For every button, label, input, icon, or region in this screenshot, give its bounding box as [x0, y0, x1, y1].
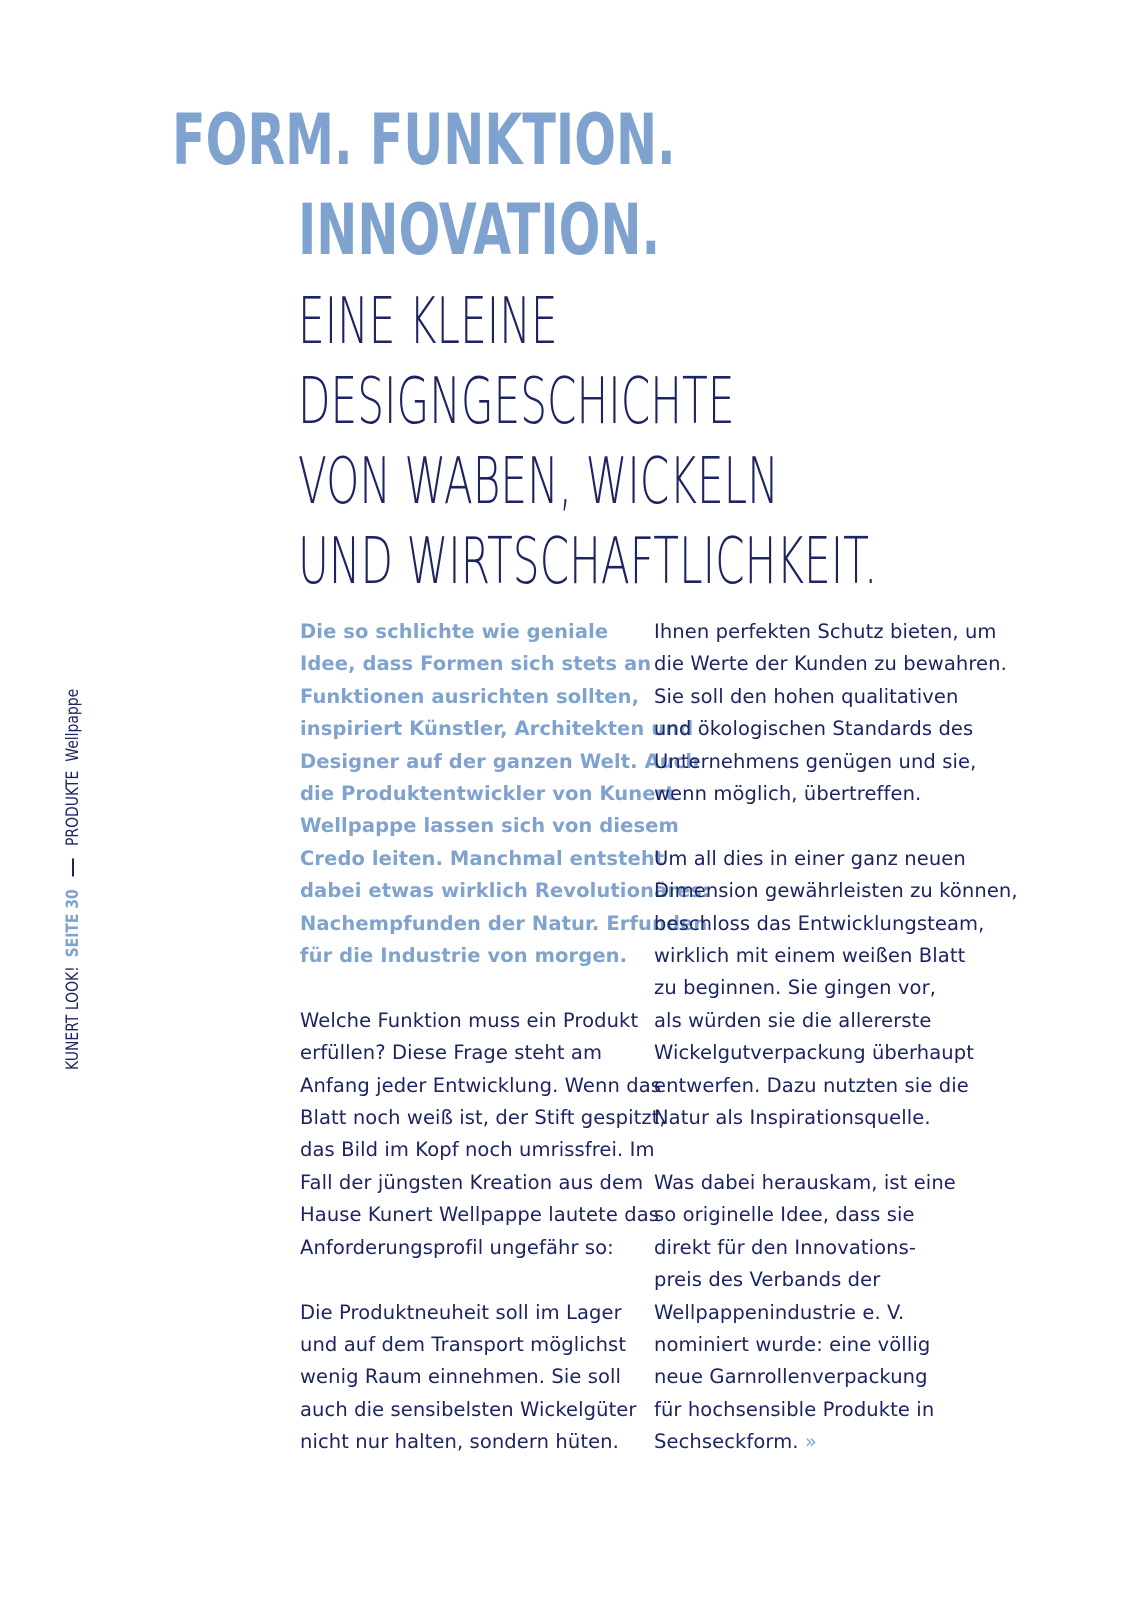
text-line: Unternehmens genügen und sie, [654, 749, 977, 773]
text-line: auch die sensibelsten Wickelgüter [300, 1397, 637, 1421]
text-line: preis des Verbands der [654, 1268, 881, 1292]
text-line: entwerfen. Dazu nutzten sie die [654, 1073, 969, 1097]
subheadline-line-2: DESIGNGESCHICHTE [298, 365, 735, 439]
text-column-left [300, 616, 710, 1491]
text-line: Welche Funktion muss ein Produkt [300, 1008, 639, 1032]
body-paragraph [654, 843, 1018, 1135]
lead-paragraph [300, 616, 710, 972]
text-line: Wellpappenindustrie e. V. [654, 1300, 905, 1324]
text-line: wenn möglich, übertreffen. [654, 782, 922, 806]
text-line: inspiriert Künstler, Architekten und [300, 717, 694, 741]
sidebar-label-text [62, 689, 84, 1070]
text-line: wirklich mit einem weißen Blatt [654, 944, 966, 968]
page-number: SEITE 30 [63, 889, 83, 958]
text-line: nicht nur halten, sondern hüten. [300, 1430, 619, 1454]
text-line: Um all dies in einer ganz neuen [654, 846, 966, 870]
text-line: die Werte der Kunden zu bewahren. [654, 652, 1007, 676]
text-line: Designer auf der ganzen Welt. Auch [300, 749, 700, 773]
section-name: PRODUKTE [63, 770, 83, 847]
text-line: neue Garnrollenverpackung [654, 1365, 928, 1389]
text-line: für hochsensible Produkte in [654, 1397, 935, 1421]
text-line: erfüllen? Diese Frage steht am [300, 1041, 603, 1065]
text-line: nominiert wurde: eine völlig [654, 1332, 931, 1356]
text-line: das Bild im Kopf noch umrissfrei. Im [300, 1138, 655, 1162]
text-line: dabei etwas wirklich Revolutionäres: [300, 879, 710, 903]
text-line: Wickelgutverpackung überhaupt [654, 1041, 974, 1065]
text-line: Sechseckform. [654, 1430, 799, 1454]
headline-line-2: INNOVATION. [298, 189, 661, 271]
text-line: die Produktentwickler von Kunert [300, 782, 675, 806]
text-column-right [654, 616, 1018, 1491]
body-paragraph [654, 616, 1007, 810]
subheadline-line-1: EINE KLEINE [298, 285, 558, 359]
text-line: als würden sie die allererste [654, 1008, 932, 1032]
text-line: Wellpappe lassen sich von diesem [300, 814, 679, 838]
text-line: Die Produktneuheit soll im Lager [300, 1300, 622, 1324]
text-line: Idee, dass Formen sich stets an [300, 652, 652, 676]
text-line: Dimension gewährleisten zu können, [654, 879, 1018, 903]
body-paragraph [300, 1297, 650, 1459]
text-line: Anforderungsprofil ungefähr so: [300, 1235, 614, 1259]
text-line: zu beginnen. Sie gingen vor, [654, 976, 936, 1000]
headline-line-1: FORM. FUNKTION. [172, 99, 676, 181]
text-line: und auf dem Transport möglichst [300, 1332, 627, 1356]
subsection-name: Wellpappe [63, 688, 83, 762]
text-line: so originelle Idee, dass sie [654, 1203, 915, 1227]
text-line: Nachempfunden der Natur. Erfunden [300, 911, 708, 935]
brand-name: KUNERT LOOK! [63, 966, 83, 1070]
text-line: Natur als Inspirationsquelle. [654, 1106, 931, 1130]
text-line: beschloss das Entwicklungsteam, [654, 911, 985, 935]
text-line: Anfang jeder Entwicklung. Wenn das [300, 1073, 662, 1097]
text-line: Fall der jüngsten Kreation aus dem [300, 1170, 644, 1194]
page-sidebar-label [62, 605, 84, 1070]
text-line-last [654, 1426, 1004, 1458]
text-line: Die so schlichte wie geniale [300, 620, 609, 643]
text-line: Sie soll den hohen qualitativen [654, 684, 959, 708]
subheadline-line-4: UND WIRTSCHAFTLICHKEIT. [298, 525, 878, 599]
text-line: Credo leiten. Manchmal entsteht [300, 846, 665, 870]
text-line: Blatt noch weiß ist, der Stift gespitzt, [300, 1106, 666, 1130]
text-line: Ihnen perfekten Schutz bieten, um [654, 620, 997, 643]
separator-dash [72, 859, 74, 877]
text-line: und ökologischen Standards des [654, 717, 974, 741]
text-line: Funktionen ausrichten sollten, [300, 684, 640, 708]
body-paragraph [654, 1167, 1004, 1459]
text-line: Was dabei herauskam, ist eine [654, 1170, 956, 1194]
subheadline-line-3: VON WABEN, WICKELN [298, 445, 779, 519]
text-line: für die Industrie von morgen. [300, 944, 628, 968]
text-line: wenig Raum einnehmen. Sie soll [300, 1365, 622, 1389]
text-line: direkt für den Innovations- [654, 1235, 917, 1259]
text-line: Hause Kunert Wellpappe lautete das [300, 1203, 660, 1227]
body-paragraph [300, 1005, 666, 1264]
continue-arrow-icon: » [804, 1430, 817, 1454]
